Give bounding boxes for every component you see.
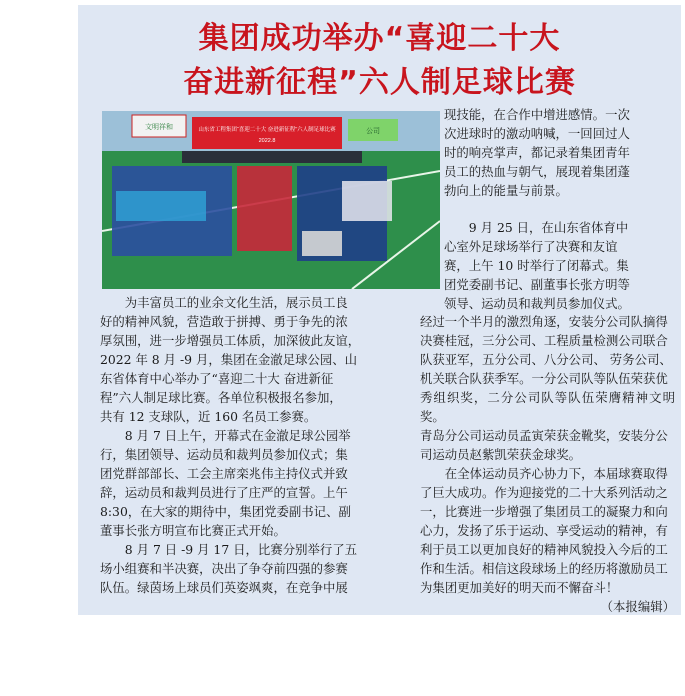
text-line: 队获亚军，五分公司、八分公司、 劳务公司、 bbox=[420, 352, 672, 367]
text-line: 机关联合队获季军。一分公司队等队伍荣获优 bbox=[420, 371, 668, 386]
text-line: 赛，上午 10 时举行了闭幕式。集 bbox=[444, 258, 629, 273]
text-line: 经过一个半月的激烈角逐，安装分公司队摘得 bbox=[420, 314, 668, 329]
text-line: 程”六人制足球比赛。各单位积极报名参加， bbox=[100, 390, 342, 405]
right-column-mid bbox=[444, 218, 674, 313]
text-line: 行，集团领导、运动员和裁判员参加仪式；集 bbox=[100, 447, 348, 462]
editor-credit: （本报编辑） bbox=[600, 599, 675, 614]
banner-year: 2022.8 bbox=[258, 138, 276, 144]
text-line: 8 月 7 日上午，开幕式在金澈足球公园举 bbox=[124, 428, 351, 443]
text-line: 作和生活。相信这段球场上的经历将激励员工 bbox=[420, 561, 668, 576]
text-line: 场小组赛和半决赛，决出了争夺前四强的参赛 bbox=[100, 561, 348, 576]
headline-line-2: 奋进新征程”六人制足球比赛 bbox=[183, 65, 576, 100]
text-line: 现技能，在合作中增进感情。一次 bbox=[444, 107, 630, 122]
text-line: 秀组织奖，二分公司队等队伍荣膺精神文明奖。 bbox=[420, 390, 675, 424]
team-right-mixed bbox=[297, 166, 392, 261]
text-line: 为集团更加美好的明天而不懈奋斗！ bbox=[420, 580, 619, 595]
text-line: 领导、运动员和裁判员参加仪式。 bbox=[444, 296, 630, 311]
left-column bbox=[100, 293, 442, 597]
event-photo bbox=[102, 111, 440, 289]
text-line: 决赛桂冠，三分公司、工程质量检测公司联合 bbox=[420, 333, 668, 348]
text-line: 队伍。绿茵场上球员们英姿飒爽，在竞争中展 bbox=[100, 580, 348, 595]
text-line: 员工的热血与朝气，展现着集团蓬 bbox=[444, 164, 630, 179]
text-line: 东省体育中心举办了“喜迎二十大 奋进新征 bbox=[100, 371, 334, 386]
text-line: 在全体运动员齐心协力下，本届球赛取得 bbox=[444, 466, 668, 481]
text-line: 厚氛围，进一步增强员工体质，加深彼此友谊， bbox=[100, 333, 361, 348]
text-line: 8 月 7 日 -9 月 17 日，比赛分别举行了五 bbox=[124, 542, 358, 557]
text-line: 利于员工以更加良好的精神风貌投入今后的工 bbox=[420, 542, 668, 557]
team-center-red bbox=[237, 166, 292, 251]
text-line: 9 月 25 日，在山东省体育中 bbox=[468, 220, 629, 235]
text-line: 青岛分公司运动员孟寅荣获金靴奖，安装分公 bbox=[420, 428, 668, 443]
article-panel bbox=[78, 5, 681, 615]
group-photo-illustration bbox=[102, 111, 440, 289]
sign-right-text: 公司 bbox=[366, 128, 380, 135]
text-line: 心力，发扬了乐于运动、享受运动的精神，有 bbox=[420, 523, 668, 538]
text-line: 2022 年 8 月 -9 月，集团在金澈足球公园、山 bbox=[100, 352, 358, 367]
text-line: 共有 12 支球队，近 160 名员工参赛。 bbox=[100, 409, 317, 424]
officials-row bbox=[182, 151, 362, 163]
banner-text: 山东省工程集团“喜迎二十大 奋进新征程”六人制足球比赛 bbox=[198, 127, 336, 133]
text-line: 了巨大成功。作为迎接党的二十大系列活动之 bbox=[420, 485, 668, 500]
text-line: 司运动员赵紫凯荣获金球奖。 bbox=[420, 447, 582, 462]
text-line: 好的精神风貌，营造敢于拼搏、勇于争先的浓 bbox=[100, 314, 348, 329]
text-line: 为丰富员工的业余文化生活，展示员工良 bbox=[124, 295, 348, 310]
team-left-blue bbox=[112, 166, 232, 256]
text-line: 心室外足球场举行了决赛和友谊 bbox=[444, 239, 618, 254]
right-column-top bbox=[444, 105, 674, 200]
right-column-bottom bbox=[420, 312, 675, 616]
text-line: 8:30，在大家的期待中，集团党委副书记、副 bbox=[100, 504, 351, 519]
text-line: 辞，运动员和裁判员进行了庄严的宣誓。上午 bbox=[100, 485, 348, 500]
text-line: 团党群部部长、工会主席栾兆伟主持仪式并致 bbox=[100, 466, 348, 481]
text-line: 勃向上的能量与前景。 bbox=[444, 183, 568, 198]
sign-left-text: 文明祥和 bbox=[145, 124, 173, 131]
text-line: 团党委副书记、副董事长张方明等 bbox=[444, 277, 630, 292]
text-line: 时的响亮掌声，都记录着集团青年 bbox=[444, 145, 630, 160]
text-line: 一，比赛进一步增强了集团员工的凝聚力和向 bbox=[420, 504, 668, 519]
text-line: 董事长张方明宣布比赛正式开始。 bbox=[100, 523, 286, 538]
text-line: 次进球时的激动呐喊，一回回过人 bbox=[444, 126, 630, 141]
headline-line-1: 集团成功举办“喜迎二十大 bbox=[198, 21, 561, 56]
